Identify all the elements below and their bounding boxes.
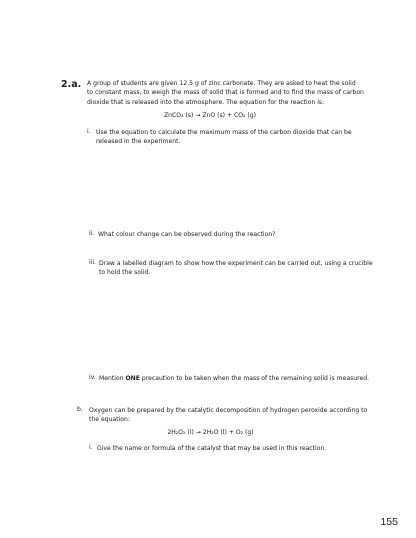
part-i-label: i. <box>87 128 91 135</box>
part-iii-line-1: Draw a labelled diagram to show how the experiment can be carried out, using a crucible <box>99 260 373 267</box>
part-i-text <box>96 128 396 147</box>
page-number: 155 <box>380 516 398 528</box>
part-ii-label: ii. <box>89 230 95 237</box>
part-iv-post: precaution to be taken when the mass of the remaining solid is measured. <box>139 375 370 382</box>
equation-hydrogen-peroxide: 2H₂O₂ (l) → 2H₂O (l) + O₂ (g) <box>167 429 254 436</box>
question-b-line-2: the equation: <box>89 416 130 424</box>
question-b-label: b. <box>77 406 83 413</box>
part-ii-text: What colour change can be observed during the reaction? <box>98 231 276 238</box>
equation-zinc-carbonate: ZnCO₃ (s) → ZnO (s) + CO₂ (g) <box>163 112 257 119</box>
part-iv-emphasis: ONE <box>125 375 140 382</box>
question-b-intro <box>89 406 389 425</box>
part-iii-line-2: to hold the solid. <box>99 269 151 277</box>
part-iv-label: iv. <box>89 374 96 381</box>
part-i-line-2: released in the experiment. <box>96 138 181 146</box>
part-iv-text <box>99 374 399 383</box>
intro-line-2: to constant mass, to weigh the mass of solid that is formed and to find the mass of carbon <box>87 89 364 97</box>
question-b-part-i-text: Give the name or formula of the catalyst that may be used in this reaction. <box>97 445 327 452</box>
question-number: 2.a. <box>61 79 82 90</box>
intro-line-3: dioxide that is released into the atmosphere. The equation for the reaction is: <box>87 98 325 106</box>
question-intro <box>87 79 387 107</box>
question-b-line-1: Oxygen can be prepared by the catalytic decomposition of hydrogen peroxide according to <box>89 407 368 414</box>
part-iii-text <box>99 259 399 278</box>
intro-line-1: A group of students are given 12.5 g of zinc carbonate. They are asked to heat the solid <box>87 80 356 87</box>
part-iv-pre: Mention <box>99 375 126 382</box>
part-i-line-1: Use the equation to calculate the maximum mass of the carbon dioxide that can be <box>96 129 352 136</box>
question-b-part-i-label: i. <box>89 444 93 451</box>
part-iii-label: iii. <box>89 259 97 266</box>
